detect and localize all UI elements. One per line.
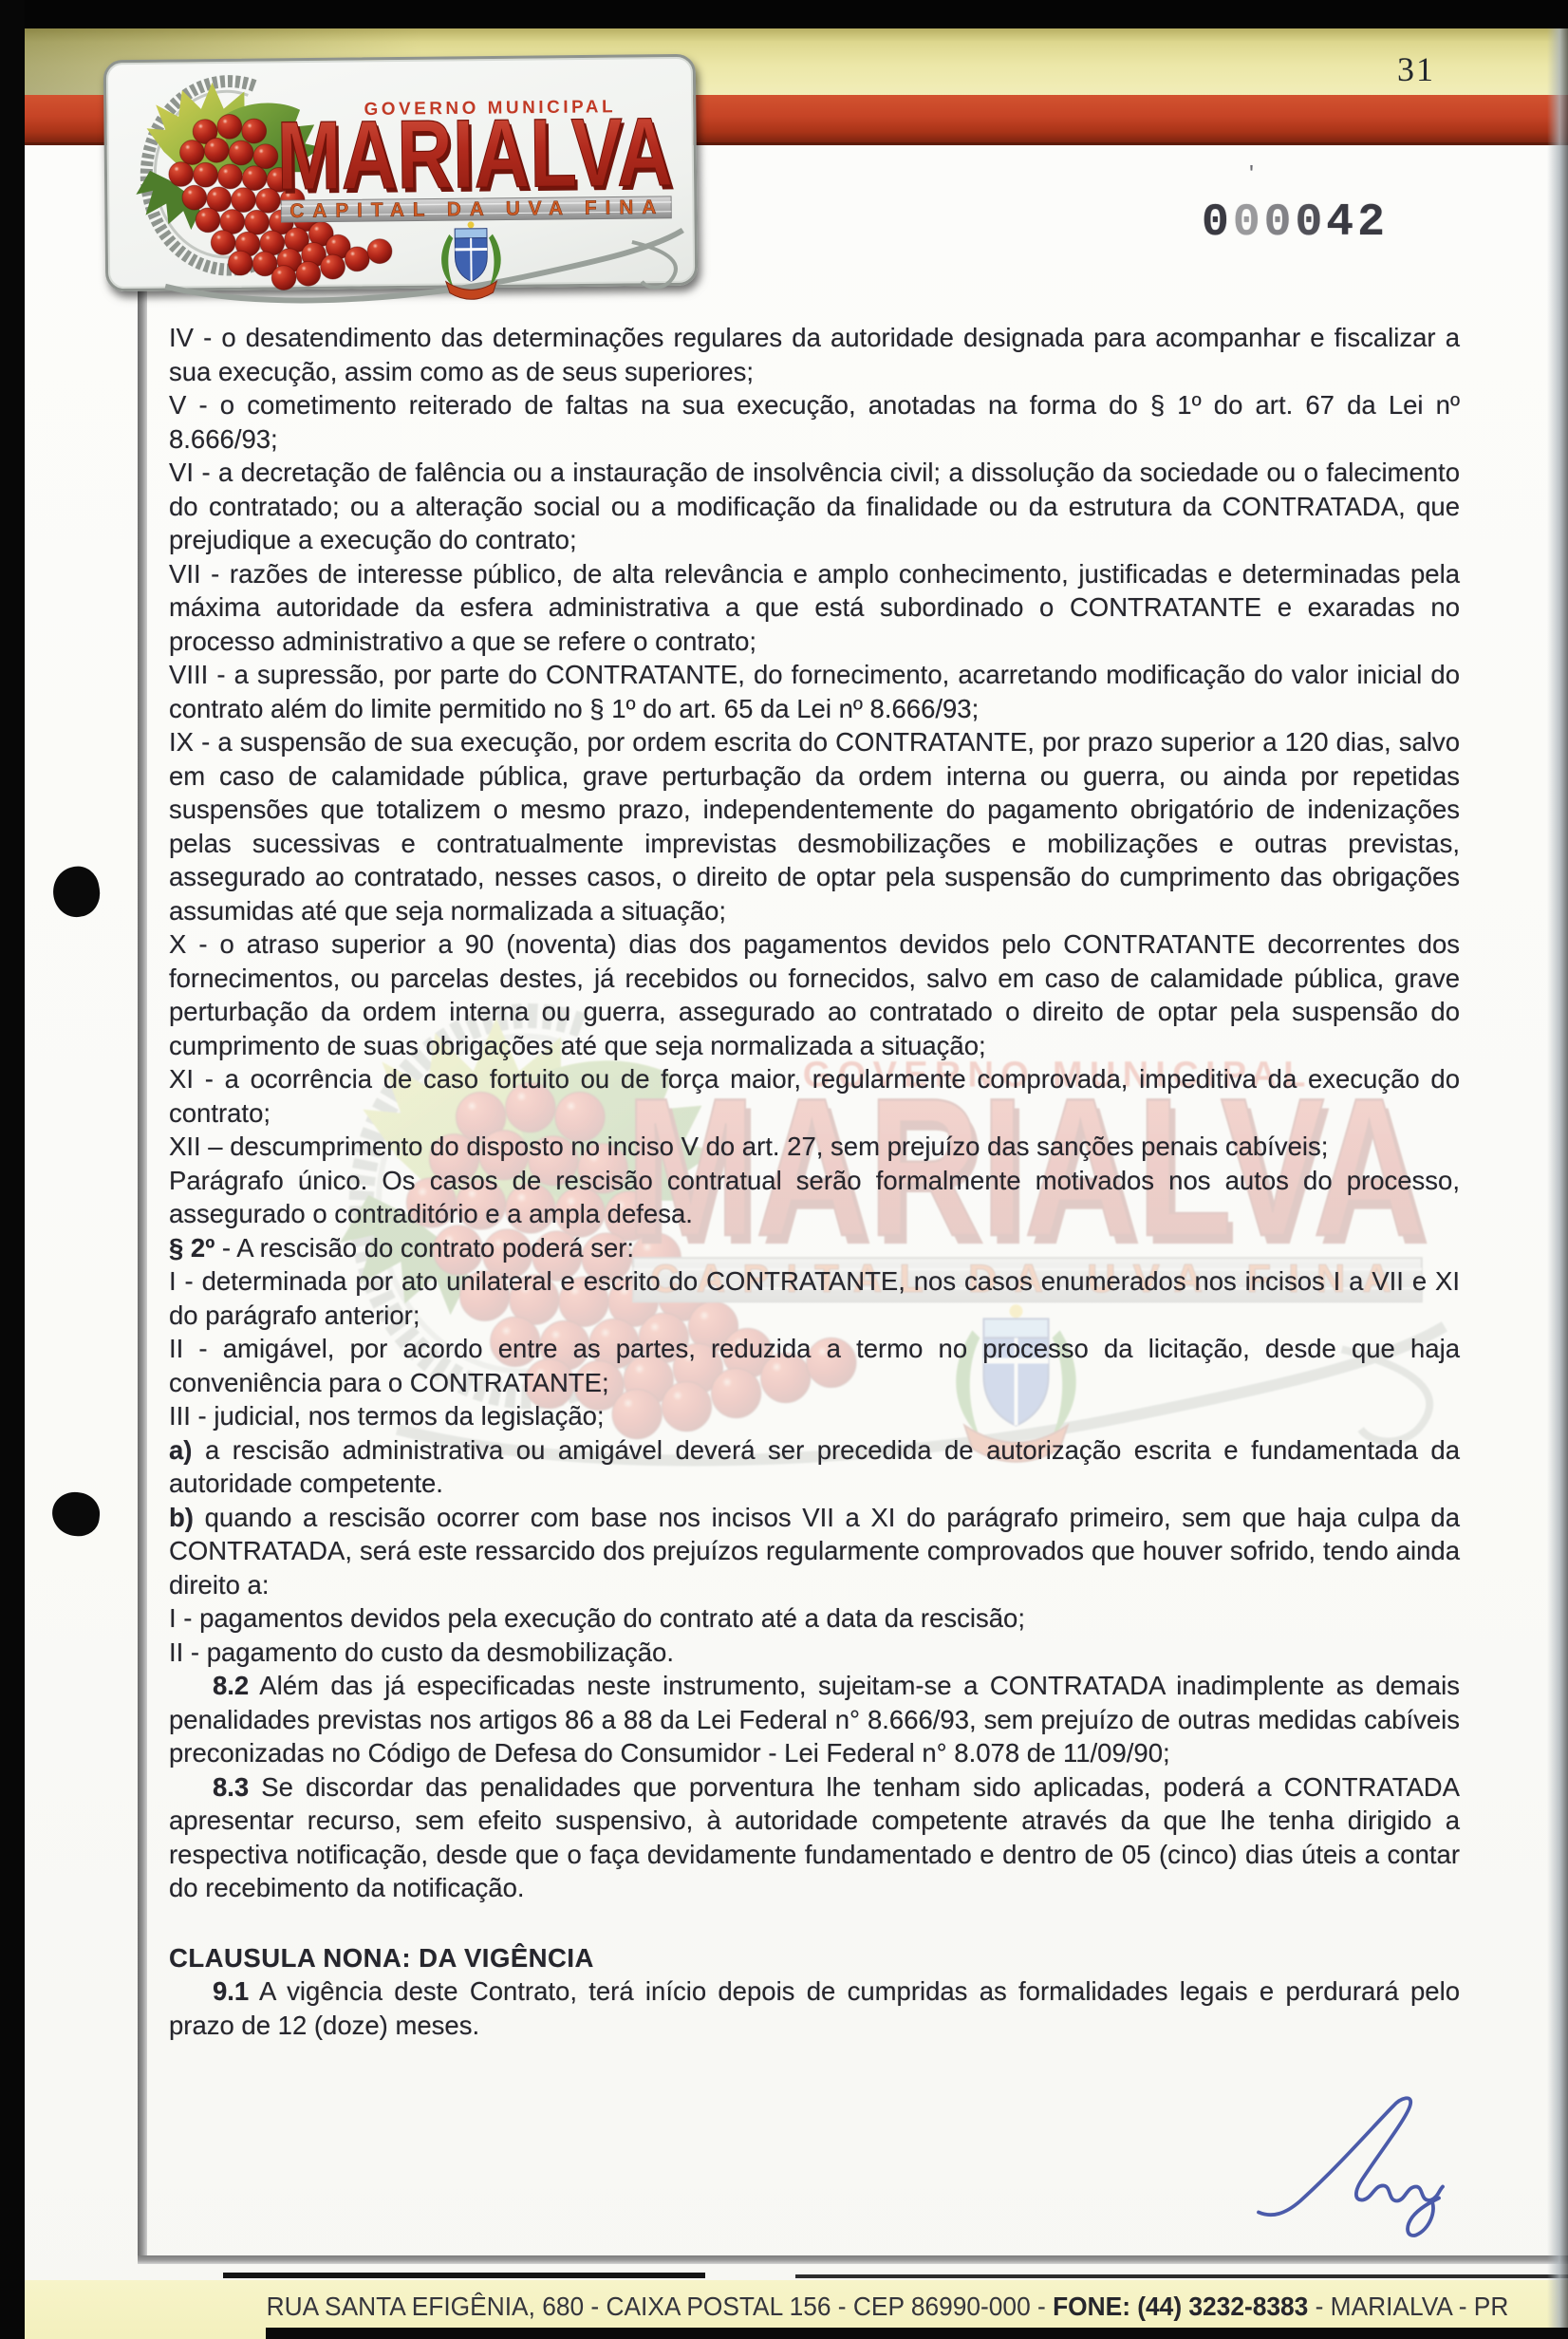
scan-edge-left bbox=[0, 0, 25, 2339]
paragraph-lead: a) bbox=[169, 1434, 193, 1465]
paragraph-text: IV - o desatendimento das determinações regulares da autoridade designada para acompanhar e fiscalizar a sua execução, assim como as de seus superiores; bbox=[169, 323, 1460, 386]
paragraph-text: III - judicial, nos termos da legislação; bbox=[169, 1401, 605, 1431]
paragraph-text: CLAUSULA NONA: DA VIGÊNCIA bbox=[169, 1942, 594, 1973]
paragraph-text: X - o atraso superior a 90 (noventa) dias dos pagamentos devidos pelo CONTRATANTE decorrentes dos fornecimentos, ou parcelas destes, já recebidos ou fornecidos, salvo em caso de calamidade pública, grave perturbação da ordem interna ou guerra, assegurado ao contratado o direito de optar pela suspensão do cumprimento de suas obrigações até que seja normalizada a situação; bbox=[169, 929, 1460, 1060]
paragraph bbox=[169, 388, 1460, 456]
paragraph bbox=[169, 725, 1460, 927]
page-number: 31 bbox=[1397, 50, 1435, 88]
paragraph-text: I - determinada por ato unilateral e escrito do CONTRATANTE, nos casos enumerados nos incisos I a VII e XI do parágrafo anterior; bbox=[169, 1266, 1460, 1330]
paragraph-text: quando a rescisão ocorrer com base nos incisos VII a XI do parágrafo primeiro, sem que haja culpa da CONTRATADA, será este ressarcido dos prejuízos regularmente comprovados que houver sofrido, tendo ainda direito a: bbox=[169, 1502, 1460, 1600]
paragraph bbox=[169, 927, 1460, 1062]
paragraph-lead: 8.2 bbox=[213, 1671, 250, 1700]
paragraph-text: A vigência deste Contrato, terá início depois de cumpridas as formalidades legais e perdurará pelo prazo de 12 (doze) meses. bbox=[169, 1976, 1460, 2040]
paragraph bbox=[169, 557, 1460, 659]
footer-address-left: RUA SANTA EFIGÊNIA, 680 - CAIXA POSTAL 156 - CEP 86990-000 - bbox=[266, 2292, 1054, 2321]
scan-edge-line bbox=[223, 2273, 705, 2278]
paragraph bbox=[169, 1231, 1460, 1265]
scan-edge-line bbox=[795, 2274, 1568, 2278]
paragraph-text: Se discordar das penalidades que porventura lhe tenham sido aplicadas, poderá a CONTRATADA apresentar recurso, sem efeito suspensivo, à autoridade competente através da que lhe tenha dirigido a respectiva notificação, desde que o faça devidamente fundamentado e dentro de 05 (cinco) dias úteis a contar do recebimento da notificação. bbox=[169, 1771, 1460, 1902]
paragraph-lead: § 2º bbox=[169, 1232, 215, 1263]
paragraph bbox=[169, 1770, 1460, 1905]
paragraph-text: Parágrafo único. Os casos de rescisão contratual serão formalmente motivados nos autos do processo, assegurado o contraditório e a ampla defesa. bbox=[169, 1165, 1460, 1228]
paragraph bbox=[169, 1669, 1460, 1770]
paragraph-text: I - pagamentos devidos pela execução do contrato até a data da rescisão; bbox=[169, 1603, 1025, 1633]
paragraph-text: II - pagamento do custo da desmobilização. bbox=[169, 1637, 674, 1667]
paragraph bbox=[169, 1399, 1460, 1433]
paragraph-text: IX - a suspensão de sua execução, por ordem escrita do CONTRATANTE, por prazo superior a 120 dias, salvo em caso de calamidade pública, grave perturbação da ordem interna ou guerra, ou ainda por repetidas suspensões que totalizem o mesmo prazo, independentemente do pagamento obrigatório de indenizações pelas sucessivas e contratualmente imprevistas desmobilizações e mobilizações e outras previstas, assegurado ao contratado, nesses casos, o direito de optar pela suspensão do cumprimento das obrigações assumidas até que seja normalizada a situação; bbox=[169, 727, 1460, 926]
paragraph-text: a rescisão administrativa ou amigável deverá ser precedida de autorização escrita e fundamentada da autoridade competente. bbox=[169, 1434, 1460, 1498]
paragraph bbox=[169, 1332, 1460, 1399]
contract-text-block bbox=[169, 321, 1460, 2042]
text-frame-left-border bbox=[138, 290, 147, 2259]
paragraph bbox=[169, 1264, 1460, 1332]
paragraph-text: VIII - a supressão, por parte do CONTRATANTE, do fornecimento, acarretando modificação do valor inicial do contrato além do limite permitido no § 1º do art. 65 da Lei nº 8.666/93; bbox=[169, 660, 1460, 723]
paragraph bbox=[169, 1501, 1460, 1602]
paragraph bbox=[169, 658, 1460, 725]
paragraph-lead: 9.1 bbox=[213, 1976, 250, 2006]
paragraph-text: II - amigável, por acordo entre as partes, reduzida a termo no processo da licitação, desde que haja conveniência para o CONTRATANTE; bbox=[169, 1334, 1460, 1397]
paragraph bbox=[169, 1941, 1460, 1975]
paragraph bbox=[169, 1636, 1460, 1670]
paragraph bbox=[169, 1130, 1460, 1164]
footer-address bbox=[248, 2292, 1527, 2322]
paragraph-text: V - o cometimento reiterado de faltas na sua execução, anotadas na forma do § 1º do art. 67 da Lei nº 8.666/93; bbox=[169, 390, 1460, 454]
scan-edge-right bbox=[1547, 27, 1568, 2339]
paragraph bbox=[169, 1601, 1460, 1636]
paragraph-text: XII – descumprimento do disposto no inciso V do art. 27, sem prejuízo das sanções penais cabíveis; bbox=[169, 1132, 1329, 1161]
handwritten-signature bbox=[1255, 2088, 1445, 2245]
stamp-tick-mark: ' bbox=[1249, 159, 1254, 188]
paragraph bbox=[169, 321, 1460, 388]
paragraph bbox=[169, 1062, 1460, 1130]
paragraph-lead: b) bbox=[169, 1502, 194, 1532]
paragraph-text: XI - a ocorrência de caso fortuito ou de força maior, regularmente comprovada, impeditiva da execução do contrato; bbox=[169, 1064, 1460, 1128]
footer-address-right: - MARIALVA - PR bbox=[1308, 2292, 1509, 2321]
paragraph-text: Além das já especificadas neste instrumento, sujeitam-se a CONTRATADA inadimplente as demais penalidades previstas nos artigos 86 a 88 da Lei Federal n° 8.666/93, sem prejuízo de outras medidas cabíveis preconizadas no Código de Defesa do Consumidor - Lei Federal n° 8.078 de 11/09/90; bbox=[169, 1671, 1460, 1768]
paragraph-text: VI - a decretação de falência ou a instauração de insolvência civil; a dissolução da sociedade ou o falecimento do contratado; ou a alteração social ou a modificação da finalidade ou da estrutura da CONTRATADA, que prejudique a execução do contrato; bbox=[169, 458, 1460, 554]
paragraph bbox=[169, 1433, 1460, 1501]
paragraph bbox=[169, 456, 1460, 557]
paragraph bbox=[169, 1164, 1460, 1231]
scan-edge-top bbox=[0, 0, 1568, 28]
marialva-logo-card bbox=[103, 54, 699, 292]
paragraph-text: VII - razões de interesse público, de alta relevância e amplo conhecimento, justificadas e determinadas pela máxima autoridade da esfera administrativa a que está subordinado o CONTRATANTE e exaradas no processo administrativo a que se refere o contrato; bbox=[169, 558, 1460, 656]
text-frame-bottom-border bbox=[138, 2255, 1568, 2264]
paragraph-text: - A rescisão do contrato poderá ser: bbox=[215, 1232, 635, 1263]
footer-phone: FONE: (44) 3232-8383 bbox=[1053, 2292, 1309, 2321]
document-stamp-number: 000042 bbox=[1202, 197, 1389, 249]
marialva-logo bbox=[106, 57, 692, 309]
scan-edge-bottom bbox=[266, 2328, 1568, 2339]
paragraph-lead: 8.3 bbox=[213, 1771, 250, 1802]
paragraph bbox=[169, 1974, 1460, 2042]
